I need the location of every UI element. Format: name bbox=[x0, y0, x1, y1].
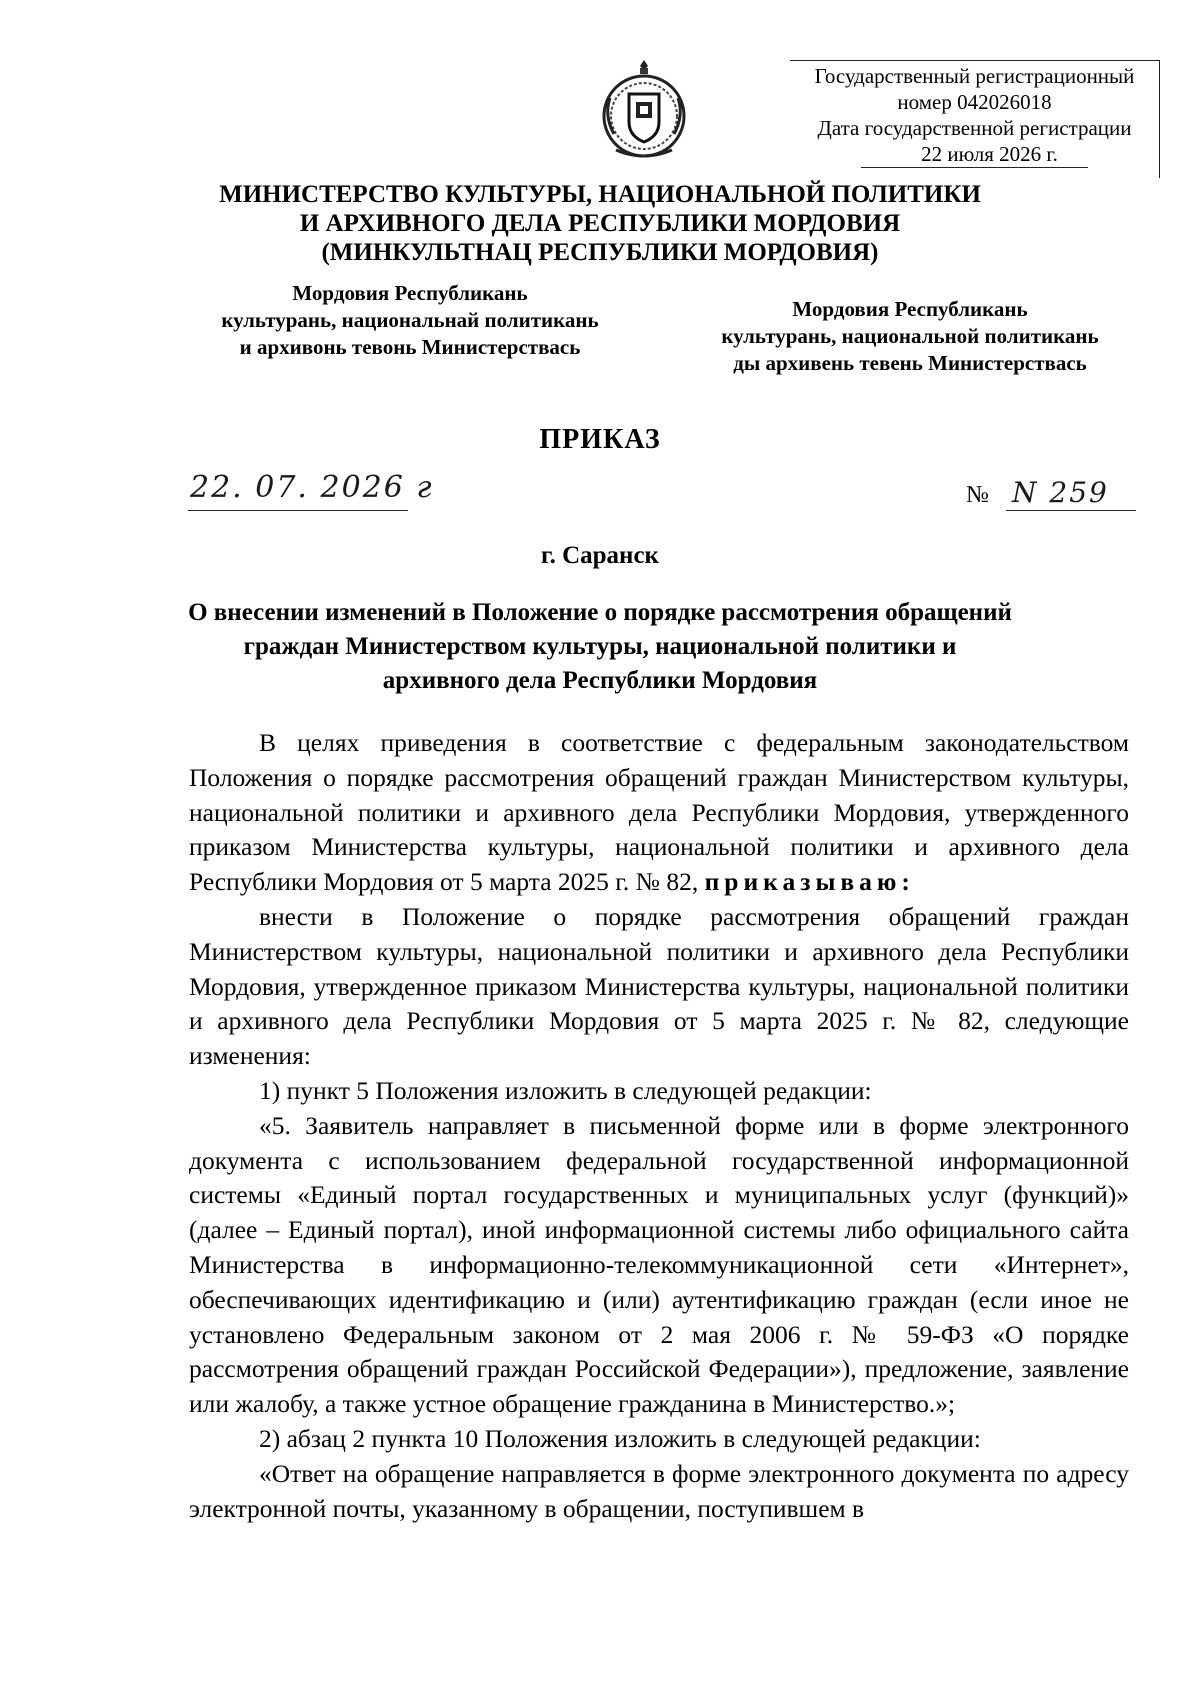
moksha-line-3: и архивонь тевонь Министерствась bbox=[239, 335, 581, 359]
body-paragraph-point-5: «5. Заявитель направляет в письменной форме или в форме электронного документа с использованием федеральной государственной информационной системы «Единый портал государственных и муниципальных услуг (функций)» (далее – Единый портал), иной информационной системы либо официального сайта Министерства в информационно-телекоммуникационной сети «Интернет», обеспечивающих идентификацию и (или) аутентификацию граждан (если иное не установлено Федеральным законом от 2 мая 2006 г. № 59-ФЗ «О порядке рассмотрения обращений граждан Российской Федерации»), предложение, заявление или жалобу, а также устное обращение гражданина в Министерство.»; bbox=[189, 1110, 1129, 1419]
subject-line-2: граждан Министерством культуры, национальной политики и bbox=[243, 633, 957, 660]
ministry-title bbox=[190, 180, 1010, 267]
coat-of-arms-emblem bbox=[596, 58, 692, 164]
body-paragraph-preamble bbox=[189, 726, 1129, 900]
order-word: приказываю bbox=[704, 867, 902, 897]
erzya-line-2: культурань, национальной политикань bbox=[721, 324, 1099, 348]
ministry-title-line-2: И АРХИВНОГО ДЕЛА РЕСПУБЛИКИ МОРДОВИЯ bbox=[299, 210, 901, 237]
body-paragraph-item-2: 2) абзац 2 пункта 10 Положения изложить в следующей редакции: bbox=[259, 1423, 981, 1453]
erzya-line-3: ды архивень тевень Министерствась bbox=[733, 351, 1087, 375]
erzya-line-1: Мордовия Республикань bbox=[792, 297, 1028, 321]
body-paragraph-response: «Ответ на обращение направляется в форме электронного документа по адресу электронной почты, указанному в обращении, поступившем в bbox=[189, 1458, 1129, 1523]
order-number-field bbox=[966, 476, 1136, 512]
moksha-line-1: Мордовия Республикань bbox=[292, 281, 528, 305]
order-colon: : bbox=[901, 867, 915, 897]
order-title: ПРИКАЗ bbox=[539, 424, 661, 455]
order-date-field bbox=[188, 470, 434, 511]
order-number-handwritten: N 259 bbox=[1012, 476, 1109, 509]
subject-line-1: О внесении изменений в Положение о порядке рассмотрения обращений bbox=[188, 599, 1012, 626]
preamble-text: В целях приведения в соответствие с федеральным законодательством Положения о порядке рассмотрения обращений граждан Министерством культуры, национальной политики и архивного дела Республики Мордовия, утвержденного приказом Министерства культуры, национальной политики и архивного дела Республики Мордовия от 5 марта 2025 г. № 82, bbox=[189, 728, 1129, 897]
registration-date: 22 июля 2026 г. bbox=[861, 141, 1088, 168]
registration-line-1: Государственный регистрационный bbox=[814, 64, 1135, 88]
ministry-title-line-1: МИНИСТЕРСТВО КУЛЬТУРЫ, НАЦИОНАЛЬНОЙ ПОЛИТИКИ bbox=[219, 181, 981, 208]
order-number-underline bbox=[1006, 476, 1136, 511]
body-paragraph-item-1: 1) пункт 5 Положения изложить в следующей редакции: bbox=[259, 1075, 872, 1105]
subject-line-3: архивного дела Республики Мордовия bbox=[382, 667, 818, 694]
order-subject bbox=[170, 596, 1030, 698]
ministry-title-line-3: (МИНКУЛЬТНАЦ РЕСПУБЛИКИ МОРДОВИЯ) bbox=[321, 239, 879, 266]
city: г. Саранск bbox=[541, 542, 659, 569]
registration-stamp bbox=[790, 60, 1160, 178]
ministry-name-erzya bbox=[680, 296, 1140, 377]
order-date-handwritten: 22. 07. 2026 г bbox=[190, 470, 434, 505]
moksha-line-2: культурань, национальнай политикань bbox=[221, 308, 599, 332]
registration-line-3: Дата государственной регистрации bbox=[817, 116, 1132, 140]
order-number-prefix: № bbox=[966, 482, 989, 508]
order-body bbox=[189, 726, 1129, 1526]
body-paragraph-amend: внести в Положение о порядке рассмотрения обращений граждан Министерством культуры, национальной политики и архивного дела Республики Мордовия, утвержденное приказом Министерства культуры, национальной политики и архивного дела Республики Мордовия от 5 марта 2025 г. № 82, следующие изменения: bbox=[189, 901, 1129, 1071]
registration-number: номер 042026018 bbox=[897, 90, 1052, 114]
ministry-name-moksha bbox=[180, 280, 640, 361]
